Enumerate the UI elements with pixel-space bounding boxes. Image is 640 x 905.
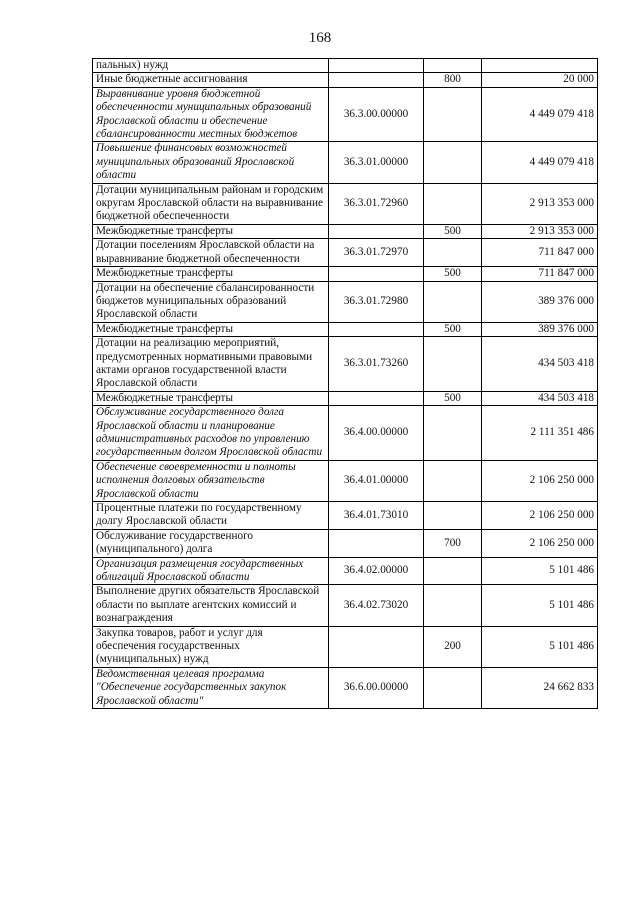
row-code-cell	[329, 59, 424, 73]
row-type-cell	[424, 557, 482, 585]
table-row	[93, 529, 598, 557]
table-row	[93, 73, 598, 87]
table-row	[93, 239, 598, 267]
row-amount-cell: 24 662 833	[482, 667, 598, 708]
row-amount-cell: 4 449 079 418	[482, 142, 598, 183]
row-name-cell: Дотации на обеспечение сбалансированности бюджетов муниципальных образований Ярославской области	[93, 281, 329, 322]
table-row	[93, 460, 598, 501]
row-type-cell	[424, 59, 482, 73]
row-code-cell: 36.4.02.00000	[329, 557, 424, 585]
table-row	[93, 667, 598, 708]
row-type-cell	[424, 239, 482, 267]
row-type-cell	[424, 337, 482, 392]
row-type-cell: 700	[424, 529, 482, 557]
table-row	[93, 142, 598, 183]
row-code-cell: 36.3.00.00000	[329, 87, 424, 142]
row-code-cell: 36.3.01.72960	[329, 183, 424, 224]
row-amount-cell: 2 106 250 000	[482, 460, 598, 501]
row-name-cell: Иные бюджетные ассигнования	[93, 73, 329, 87]
row-amount-cell: 20 000	[482, 73, 598, 87]
row-code-cell	[329, 267, 424, 281]
row-code-cell: 36.3.01.72980	[329, 281, 424, 322]
row-name-cell: Выполнение других обязательств Ярославской области по выплате агентских комиссий и вознаграждения	[93, 585, 329, 626]
row-type-cell: 500	[424, 391, 482, 405]
row-amount-cell: 711 847 000	[482, 267, 598, 281]
row-code-cell	[329, 224, 424, 238]
table-row	[93, 224, 598, 238]
table-row	[93, 337, 598, 392]
page-number: 168	[308, 30, 332, 46]
table-row	[93, 281, 598, 322]
row-type-cell: 500	[424, 267, 482, 281]
table-row	[93, 585, 598, 626]
row-code-cell	[329, 529, 424, 557]
row-amount-cell: 434 503 418	[482, 337, 598, 392]
row-type-cell	[424, 87, 482, 142]
row-amount-cell: 5 101 486	[482, 557, 598, 585]
row-amount-cell: 434 503 418	[482, 391, 598, 405]
row-amount-cell: 2 913 353 000	[482, 183, 598, 224]
row-name-cell: Обеспечение своевременности и полноты исполнения долговых обязательств Ярославской области	[93, 460, 329, 501]
row-amount-cell: 4 449 079 418	[482, 87, 598, 142]
row-code-cell	[329, 626, 424, 667]
row-code-cell: 36.3.01.72970	[329, 239, 424, 267]
row-amount-cell: 2 111 351 486	[482, 406, 598, 461]
row-name-cell: пальных) нужд	[93, 59, 329, 73]
row-amount-cell: 389 376 000	[482, 281, 598, 322]
row-name-cell: Организация размещения государственных облигаций Ярославской области	[93, 557, 329, 585]
row-name-cell: Выравнивание уровня бюджетной обеспеченности муниципальных образований Ярославской области и обеспечение сбалансированности местных бюджетов	[93, 87, 329, 142]
row-type-cell	[424, 667, 482, 708]
row-type-cell: 500	[424, 322, 482, 336]
row-code-cell: 36.4.00.00000	[329, 406, 424, 461]
row-type-cell	[424, 406, 482, 461]
row-code-cell: 36.4.01.73010	[329, 502, 424, 530]
row-amount-cell	[482, 59, 598, 73]
row-name-cell: Дотации поселениям Ярославской области на выравнивание бюджетной обеспеченности	[93, 239, 329, 267]
table-row	[93, 87, 598, 142]
table-row	[93, 267, 598, 281]
row-type-cell: 800	[424, 73, 482, 87]
row-amount-cell: 711 847 000	[482, 239, 598, 267]
row-type-cell	[424, 142, 482, 183]
table-row	[93, 183, 598, 224]
row-amount-cell: 389 376 000	[482, 322, 598, 336]
table-row	[93, 59, 598, 73]
row-type-cell	[424, 502, 482, 530]
row-code-cell	[329, 391, 424, 405]
row-type-cell	[424, 585, 482, 626]
row-name-cell: Повышение финансовых возможностей муниципальных образований Ярославской области	[93, 142, 329, 183]
row-amount-cell: 2 106 250 000	[482, 529, 598, 557]
row-code-cell	[329, 73, 424, 87]
row-name-cell: Дотации на реализацию мероприятий, предусмотренных нормативными правовыми актами органов государственной власти Ярославской области	[93, 337, 329, 392]
row-name-cell: Межбюджетные трансферты	[93, 322, 329, 336]
table-row	[93, 502, 598, 530]
row-code-cell	[329, 322, 424, 336]
row-name-cell: Обслуживание государственного долга Ярославской области и планирование административных расходов по управлению государственным долгом Ярославской области	[93, 406, 329, 461]
table-row	[93, 322, 598, 336]
row-amount-cell: 5 101 486	[482, 626, 598, 667]
row-name-cell: Ведомственная целевая программа "Обеспечение государственных закупок Ярославской области"	[93, 667, 329, 708]
row-type-cell	[424, 281, 482, 322]
row-amount-cell: 2 913 353 000	[482, 224, 598, 238]
row-name-cell: Дотации муниципальным районам и городским округам Ярославской области на выравнивание бюджетной обеспеченности	[93, 183, 329, 224]
row-name-cell: Закупка товаров, работ и услуг для обеспечения государственных (муниципальных) нужд	[93, 626, 329, 667]
table-row	[93, 406, 598, 461]
table-row	[93, 391, 598, 405]
table-row	[93, 626, 598, 667]
row-type-cell: 500	[424, 224, 482, 238]
row-name-cell: Межбюджетные трансферты	[93, 224, 329, 238]
row-name-cell: Обслуживание государственного (муниципального) долга	[93, 529, 329, 557]
row-code-cell: 36.4.02.73020	[329, 585, 424, 626]
row-type-cell: 200	[424, 626, 482, 667]
row-code-cell: 36.3.01.00000	[329, 142, 424, 183]
row-amount-cell: 2 106 250 000	[482, 502, 598, 530]
row-name-cell: Процентные платежи по государственному долгу Ярославской области	[93, 502, 329, 530]
row-name-cell: Межбюджетные трансферты	[93, 391, 329, 405]
budget-table-body	[93, 59, 598, 709]
budget-table	[92, 58, 598, 709]
row-amount-cell: 5 101 486	[482, 585, 598, 626]
row-code-cell: 36.3.01.73260	[329, 337, 424, 392]
row-type-cell	[424, 460, 482, 501]
row-type-cell	[424, 183, 482, 224]
row-code-cell: 36.4.01.00000	[329, 460, 424, 501]
table-row	[93, 557, 598, 585]
row-name-cell: Межбюджетные трансферты	[93, 267, 329, 281]
row-code-cell: 36.6.00.00000	[329, 667, 424, 708]
